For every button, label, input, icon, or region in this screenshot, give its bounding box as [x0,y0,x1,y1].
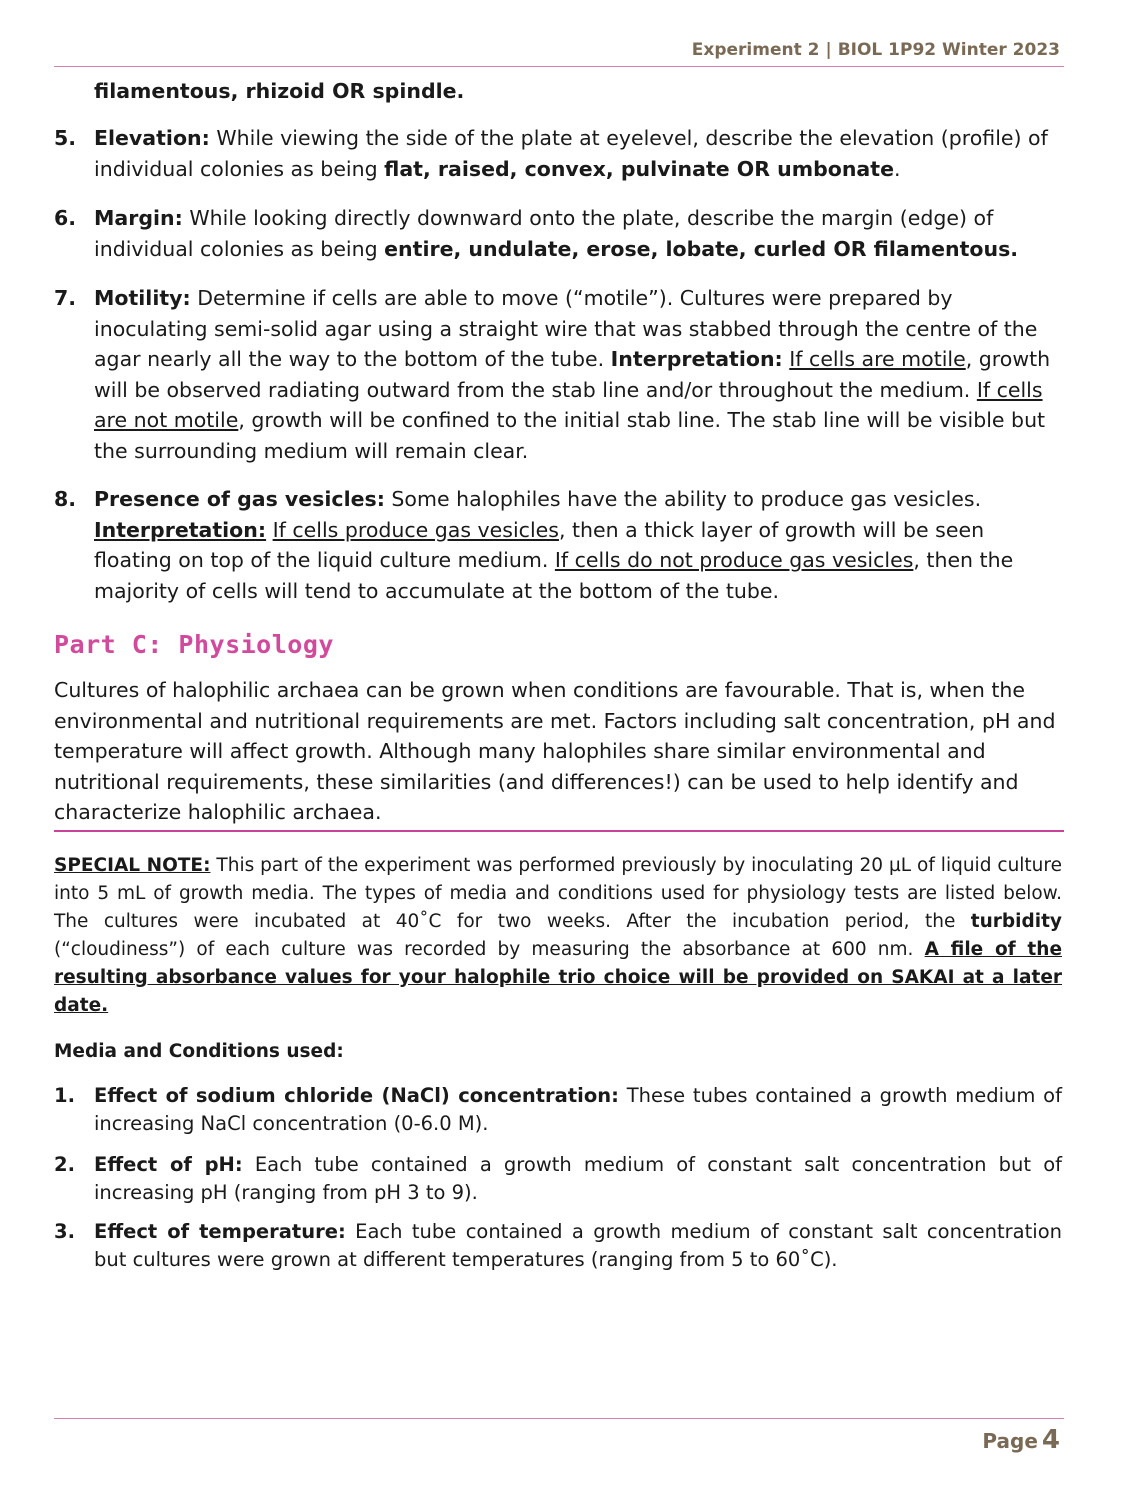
interpretation-case: If cells do not produce gas vesicles [554,548,914,572]
item-number: 3. [54,1220,75,1243]
page-footer [982,1425,1060,1455]
item-text: While viewing the side of the plate at eyelevel, describe the elevation (profile) of individual colonies as being [94,126,1048,181]
media-heading: Media and Conditions used: [54,1041,344,1062]
item-text: Each tube contained a growth medium of constant salt concentration but of increasing pH (ranging from pH 3 to 9). [94,1153,1062,1204]
special-note-emphasis: A file of the resulting absorbance values for your halophile trio choice will be provided on SAKAI at a later date. [54,939,1062,1016]
item-text: , then the majority of cells will tend to accumulate at the bottom of the tube. [94,548,1014,603]
interpretation-case: If cells are motile [789,347,966,371]
continuation-bold: filamentous, rhizoid OR spindle. [94,79,465,103]
item-number: 5. [54,126,77,150]
header-course: BIOL 1P92 Winter 2023 [837,40,1060,60]
header-rule [54,66,1064,67]
item-number: 8. [54,487,77,511]
continuation-text [94,76,1064,107]
item-text: Some halophiles have the ability to produce gas vesicles. [384,487,982,511]
item-number: 7. [54,286,77,310]
running-header [692,40,1060,60]
special-note-label: SPECIAL NOTE: [54,855,211,876]
list-item-elevation [54,123,1064,184]
page-number: 4 [1041,1425,1060,1455]
item-text: Determine if cells are able to move (“motile”). Cultures were prepared by inoculating semi-solid agar using a straight wire that was stabbed through the centre of the agar nearly all the way to the bottom of the tube. [94,286,1038,371]
header-experiment: Experiment 2 [691,40,820,60]
item-body [94,1218,1062,1274]
item-label: Effect of pH: [94,1153,243,1176]
header-separator: | [825,40,832,60]
item-number: 6. [54,206,77,230]
list-item-gas-vesicles [54,484,1064,606]
interpretation-label: Interpretation: [610,347,783,371]
media-item-ph [54,1151,1062,1207]
section-heading-part-c: Part C: Physiology [54,630,334,659]
item-text: These tubes contained a growth medium of increasing NaCl concentration (0-6.0 M). [94,1084,1062,1135]
item-label: Margin: [94,206,183,230]
item-label: Effect of sodium chloride (NaCl) concentration: [94,1084,619,1107]
item-label: Elevation: [94,126,210,150]
list-item-margin [54,203,1064,264]
item-text: , growth will be confined to the initial stab line. The stab line will be visible but the surrounding medium will remain clear. [94,408,1046,463]
item-label: Motility: [94,286,191,310]
interpretation-case: If cells produce gas vesicles [272,517,559,542]
item-label: Effect of temperature: [94,1220,346,1243]
item-number: 1. [54,1084,75,1107]
item-text: , growth will be observed radiating outward from the stab line and/or throughout the medium. [94,347,1051,402]
item-label: Presence of gas vesicles: [94,487,385,511]
item-text: , then a thick layer of growth will be seen floating on top of the liquid culture medium. [94,517,985,572]
item-tail: . [893,156,901,181]
page-label: Page [982,1429,1038,1453]
media-item-nacl [54,1082,1062,1138]
turbidity-term: turbidity [970,911,1062,932]
item-text: While looking directly downward onto the plate, describe the margin (edge) of individual colonies as being [94,206,994,261]
special-note [54,852,1062,1020]
item-body [94,1151,1062,1207]
special-note-text: This part of the experiment was performed previously by inoculating 20 µL of liquid culture into 5 mL of growth media. The types of media and conditions used for physiology tests are listed below. The cultures were incubated at 40˚C for two weeks. After the incubation period, the [54,855,1062,932]
item-body [94,203,1064,264]
special-note-text: (“cloudiness”) of each culture was recorded by measuring the absorbance at 600 nm. [54,939,925,960]
item-bold-terms: entire, undulate, erose, lobate, curled OR filamentous. [384,236,1019,261]
media-item-temperature [54,1218,1062,1274]
list-item-motility [54,283,1064,466]
item-body [94,283,1064,466]
item-bold-terms: flat, raised, convex, pulvinate OR umbonate [384,156,894,181]
item-body [94,1082,1062,1138]
item-body [94,123,1064,184]
item-text: Each tube contained a growth medium of constant salt concentration but cultures were grown at different temperatures (ranging from 5 to 60˚C). [94,1220,1062,1271]
part-c-intro: Cultures of halophilic archaea can be grown when conditions are favourable. That is, when the environmental and nutritional requirements are met. Factors including salt concentration, pH and temperature will affect growth. Although many halophiles share similar environmental and nutritional requirements, these similarities (and differences!) can be used to help identify and characterize halophilic archaea. [54,678,1056,824]
section-divider [54,830,1064,832]
interpretation-label: Interpretation: [94,517,267,542]
footer-rule [54,1418,1064,1419]
item-number: 2. [54,1153,75,1176]
interpretation-case: If cells are not motile [94,377,1043,432]
item-body [94,484,1064,606]
